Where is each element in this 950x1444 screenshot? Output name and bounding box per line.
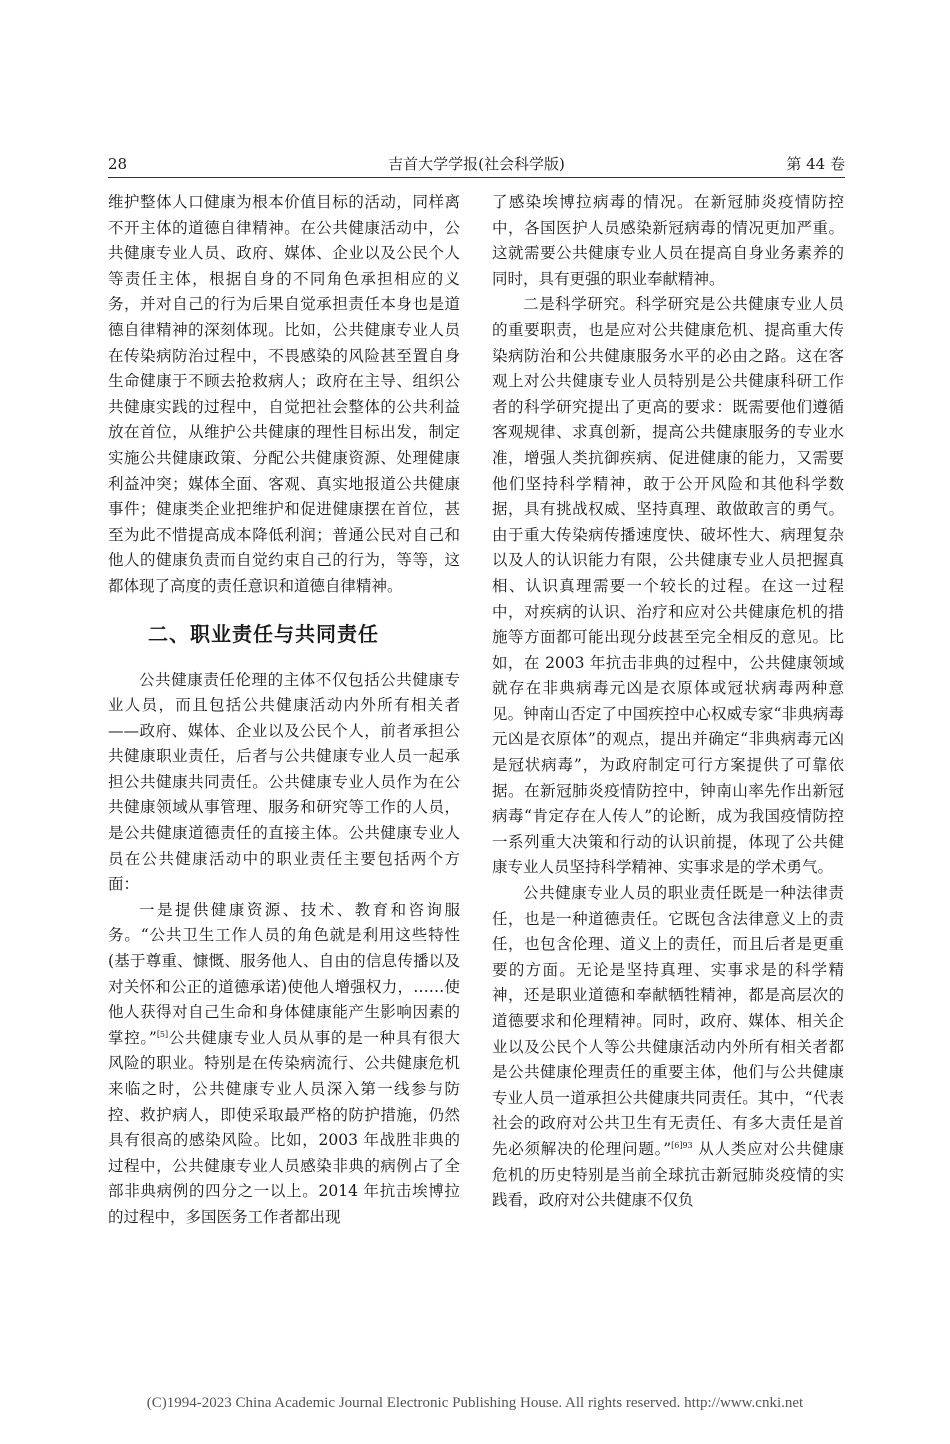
left-column [108,190,460,1231]
page-number: 28 [108,155,128,173]
paragraph: 二是科学研究。科学研究是公共健康专业人员的重要职责，也是应对公共健康危机、提高重大传染病防治和公共健康服务水平的必由之路。这在客观上对公共健康专业人员特别是公共健康科研工作者的科学研究提出了更高的要求：既需要他们遵循客观规律、求真创新，提高公共健康服务的专业水准，增强人类抗御疾病、促进健康的能力，又需要他们坚持科学精神，敢于公开风险和其他科学数据，具有挑战权威、坚持真理、敢做敢言的勇气。由于重大传染病传播速度快、破坏性大、病理复杂以及人的认识能力有限，公共健康专业人员把握真相、认识真理需要一个较长的过程。在这一过程中，对疾病的认识、治疗和应对公共健康危机的措施等方面都可能出现分歧甚至完全相反的意见。比如，在 2003 年抗击非典的过程中，公共健康领域就存在非典病毒元凶是衣原体或冠状病毒两种意见。钟南山否定了中国疾控中心权威专家“非典病毒元凶是衣原体”的观点，提出并确定“非典病毒元凶是冠状病毒”，为政府制定可行方案提供了可靠依据。在新冠肺炎疫情防控中，钟南山率先作出新冠病毒“肯定存在人传人”的论断，成为我国疫情防控一系列重大决策和行动的认识前提，体现了公共健康专业人员坚持科学精神、实事求是的学术勇气。 [492,295,844,877]
header-rule [108,177,845,178]
volume-label: 第 44 卷 [786,155,845,173]
paragraph-with-citation [108,898,460,1231]
paragraph-text: 公共健康专业人员的职业责任既是一种法律责任，也是一种道德责任。它既包含法律意义上的责任，也包含伦理、道义上的责任，而且后者是更重要的方面。无论是坚持真理、实事求是的科学精神，还是职业道德和奉献牺牲精神，都是高层次的道德要求和伦理精神。同时，政府、媒体、相关企业以及公民个人等公共健康活动内外所有相关者都是公共健康伦理责任的重要主体，他们与公共健康专业人员一道承担公共健康共同责任。其中，“代表社会的政府对公共卫生有无责任、有多大责任是首先必须解决的伦理问题。” [492,884,844,1158]
paragraph: 公共健康责任伦理的主体不仅包括公共健康专业人员，而且包括公共健康活动内外所有相关者——政府、媒体、企业以及公民个人，前者承担公共健康职业责任，后者与公共健康专业人员一起承担公共健康共同责任。公共健康专业人员作为在公共健康领域从事管理、服务和研究等工作的人员，是公共健康道德责任的直接主体。公共健康专业人员在公共健康活动中的职业责任主要包括两个方面： [108,670,460,894]
copyright-footer: (C)1994-2023 China Academic Journal Electronic Publishing House. All rights reserved. http://www.cnki.net [146,1395,804,1411]
section-heading: 二、职业责任与共同责任 [148,621,379,646]
citation-ref: [5] [156,1029,169,1039]
journal-title: 吉首大学学报(社会科学版) [388,155,565,173]
paragraph-text: 从人类应对公共健康危机的历史特别是当前全球抗击新冠肺炎疫情的实践看，政府对公共健康不仅负 [492,1139,844,1210]
page-header [108,151,845,177]
paragraph-text: 一是提供健康资源、技术、教育和咨询服务。“公共卫生工作人员的角色就是利用这些特性(基于尊重、慷慨、服务他人、自由的信息传播以及对关怀和公正的道德承诺)使他人增强权力，……使他人获得对自己生命和身体健康能产生影响因素的掌控。” [108,900,460,1047]
paragraph-continued: 了感染埃博拉病毒的情况。在新冠肺炎疫情防控中，各国医护人员感染新冠病毒的情况更加严重。这就需要公共健康专业人员在提高自身业务素养的同时，具有更强的职业奉献精神。 [492,193,844,288]
paragraph-text: 公共健康专业人员从事的是一种具有很大风险的职业。特别是在传染病流行、公共健康危机来临之时，公共健康专业人员深入第一线参与防控、救护病人，即使采取最严格的防护措施，仍然具有很高的感染风险。比如，2003 年战胜非典的过程中，公共健康专业人员感染非典的病例占了全部非典病例的四分之一以上。2014 年抗击埃博拉的过程中，多国医务工作者都出现 [108,1028,460,1226]
paragraph-continued: 维护整体人口健康为根本价值目标的活动，同样离不开主体的道德自律精神。在公共健康活动中，公共健康专业人员、政府、媒体、企业以及公民个人等责任主体，根据自身的不同角色承担相应的义务，并对自己的行为后果自觉承担责任本身也是道德自律精神的深刻体现。比如，公共健康专业人员在传染病防治过程中，不畏感染的风险甚至置自身生命健康于不顾去抢救病人；政府在主导、组织公共健康实践的过程中，自觉把社会整体的公共利益放在首位，从维护公共健康的理性目标出发，制定实施公共健康政策、分配公共健康资源、处理健康利益冲突；媒体全面、客观、真实地报道公共健康事件；健康类企业把维护和促进健康摆在首位，甚至为此不惜提高成本降低利润；普通公民对自己和他人的健康负责而自觉约束自己的行为，等等，这都体现了高度的责任意识和道德自律精神。 [108,193,460,595]
paragraph-with-citation [492,881,844,1214]
citation-ref: [6]93 [671,1140,693,1150]
right-column [492,190,844,1214]
